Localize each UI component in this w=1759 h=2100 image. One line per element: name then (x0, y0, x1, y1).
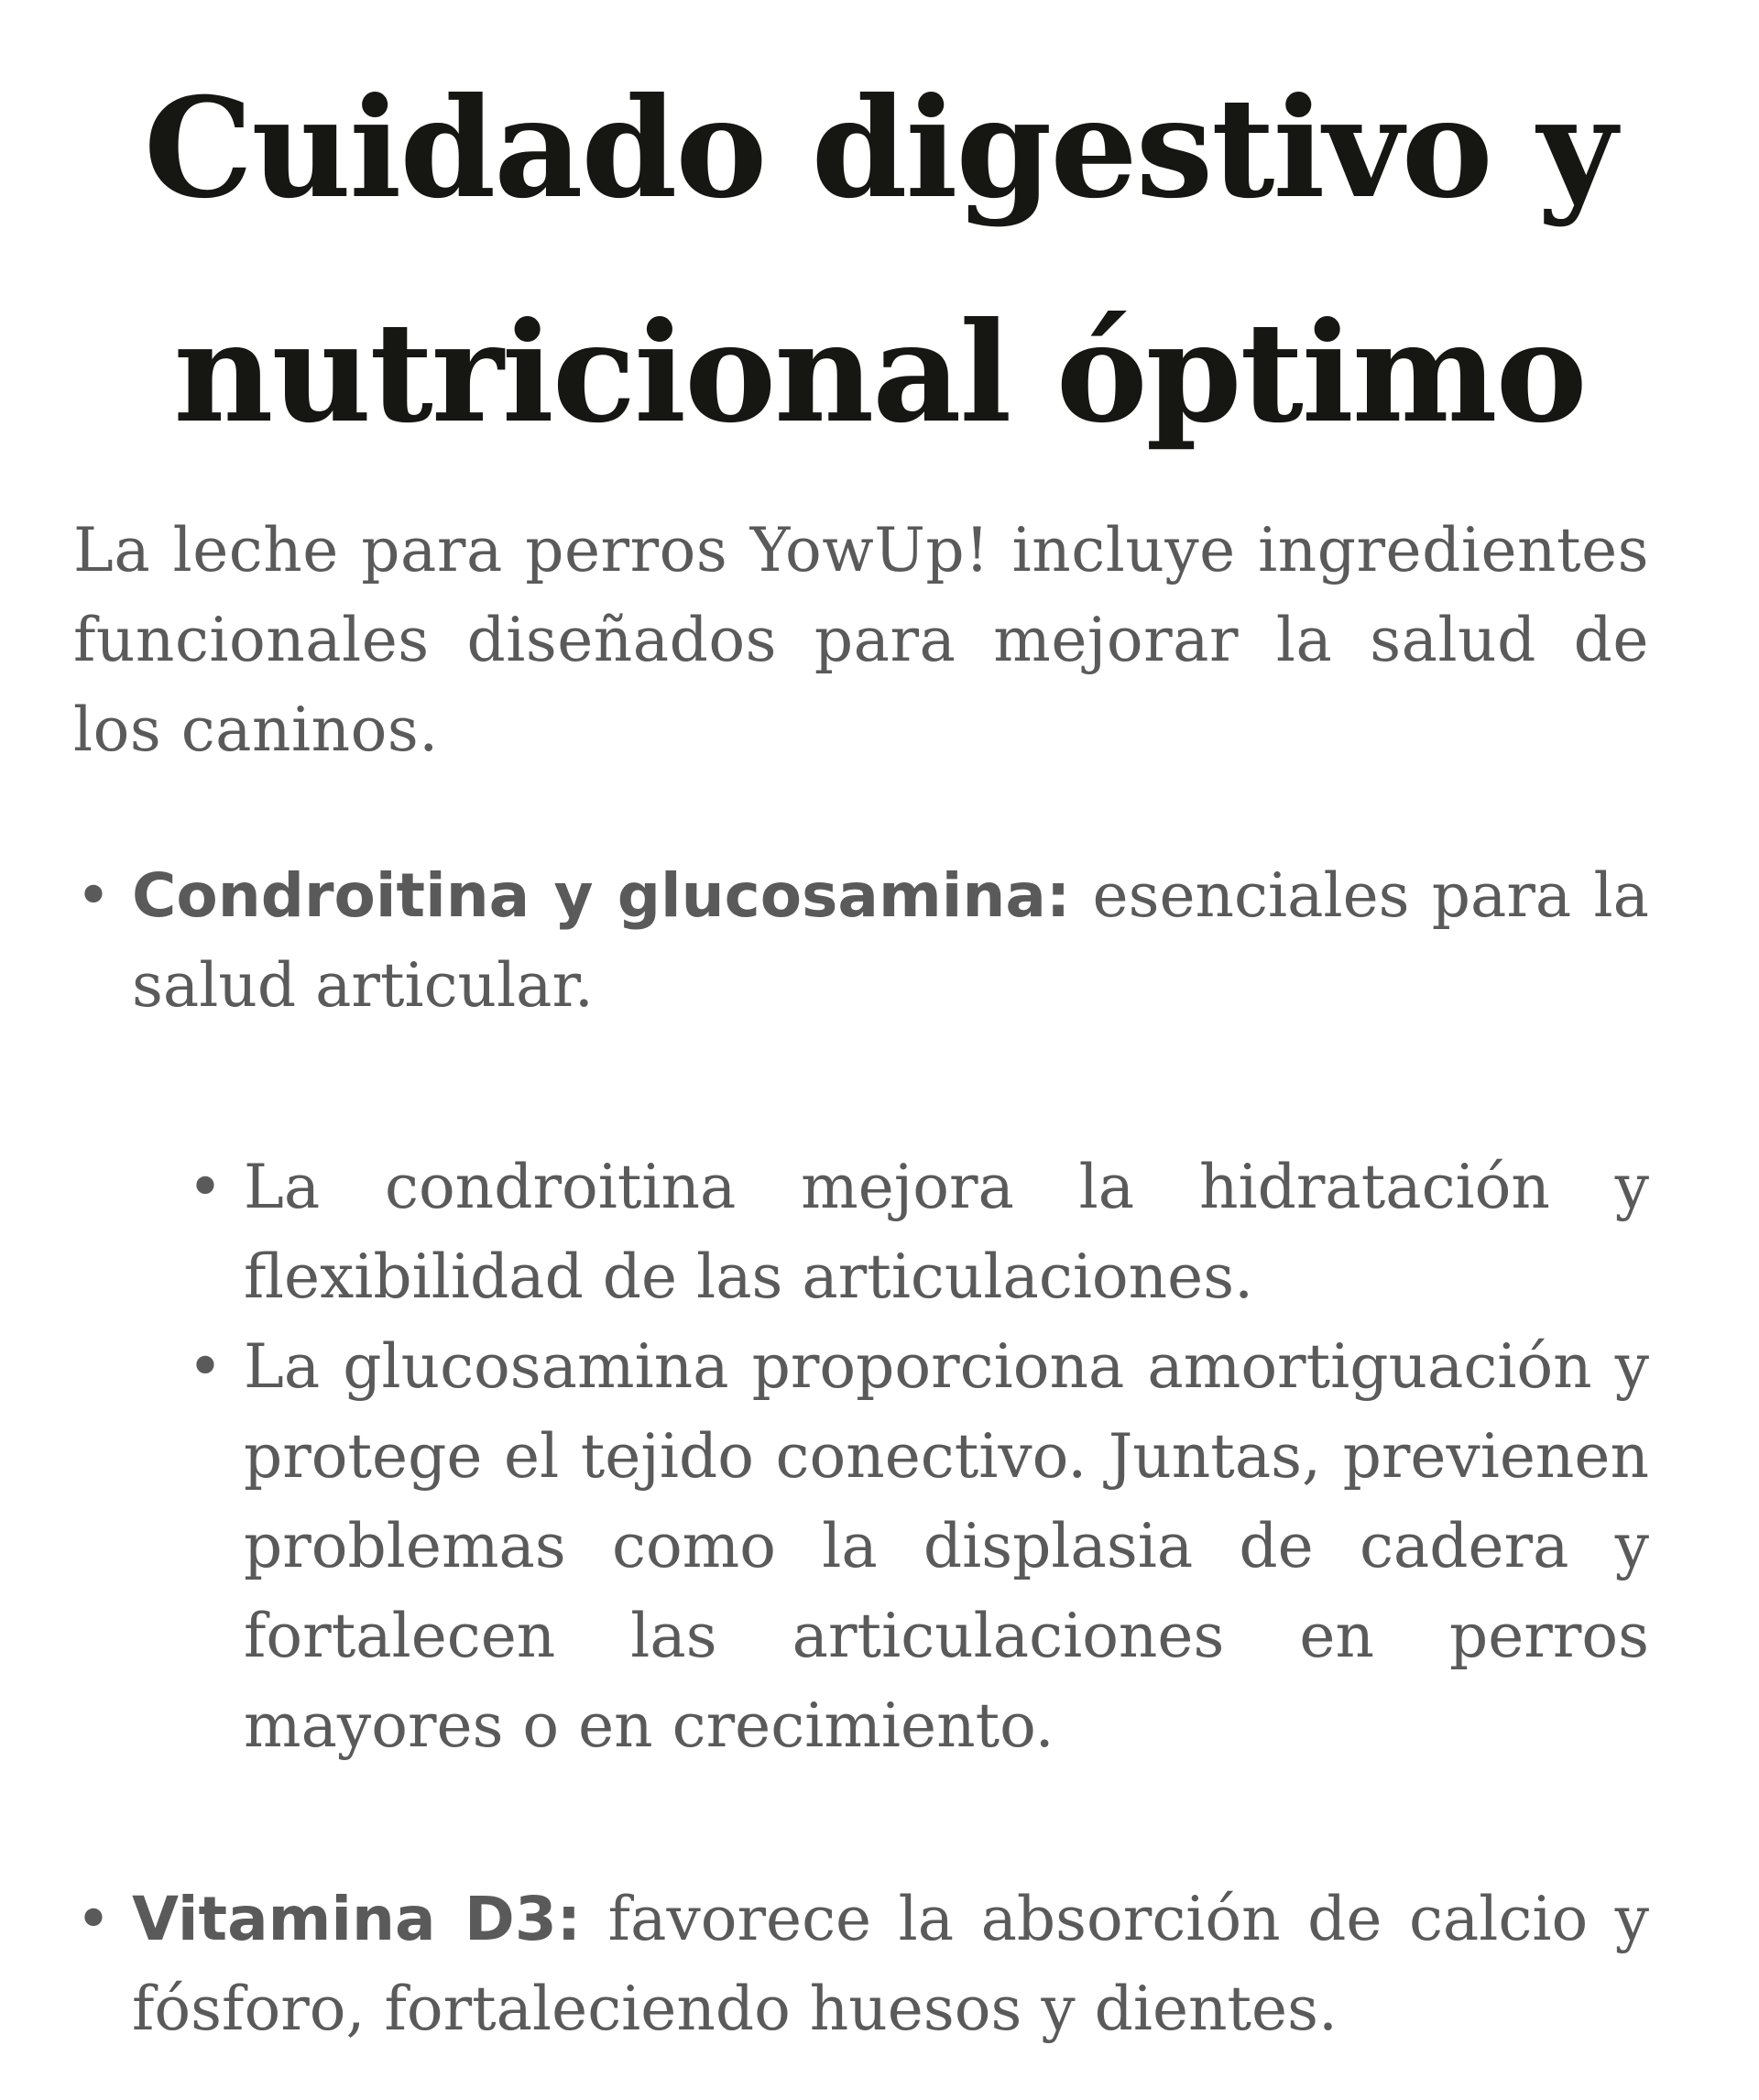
page-title: Cuidado digestivo y nutricional óptimo (143, 68, 1616, 454)
ingredient-list (75, 1875, 1649, 2054)
list-item-condroitina (75, 851, 1650, 1031)
list-item-vitamina-d3 (75, 1875, 1649, 2054)
list-item-text: esenciales para la salud articular. (132, 860, 1650, 1021)
intro-paragraph: La leche para perros YowUp! incluye ingredientes funcionales diseñados para mejorar la salud de los caninos. (73, 515, 1649, 765)
bullet-icon: • (75, 1884, 112, 1954)
sub-list-item (187, 1322, 1649, 1771)
list-item-text: favorece la absorción de calcio y fósforo, fortaleciendo huesos y dientes. (132, 1884, 1649, 2044)
list-item-label: Condroitina y glucosamina: (132, 860, 1071, 931)
ingredient-list (75, 851, 1650, 1031)
sub-list-item-text: La condroitina mejora la hidratación y flexibilidad de las articulaciones. (244, 1152, 1649, 1312)
sub-list-item-text: La glucosamina proporciona amortiguación y protege el tejido conectivo. Juntas, previenen problemas como la displasia de cadera y fortalecen las articulaciones en perros mayores o en crecimiento. (244, 1331, 1649, 1761)
sub-list-item (187, 1143, 1649, 1322)
bullet-icon: • (187, 1331, 224, 1402)
list-item-label: Vitamina D3: (132, 1884, 582, 1954)
nested-list (187, 1143, 1649, 1771)
bullet-icon: • (187, 1152, 224, 1222)
bullet-icon: • (75, 860, 112, 931)
